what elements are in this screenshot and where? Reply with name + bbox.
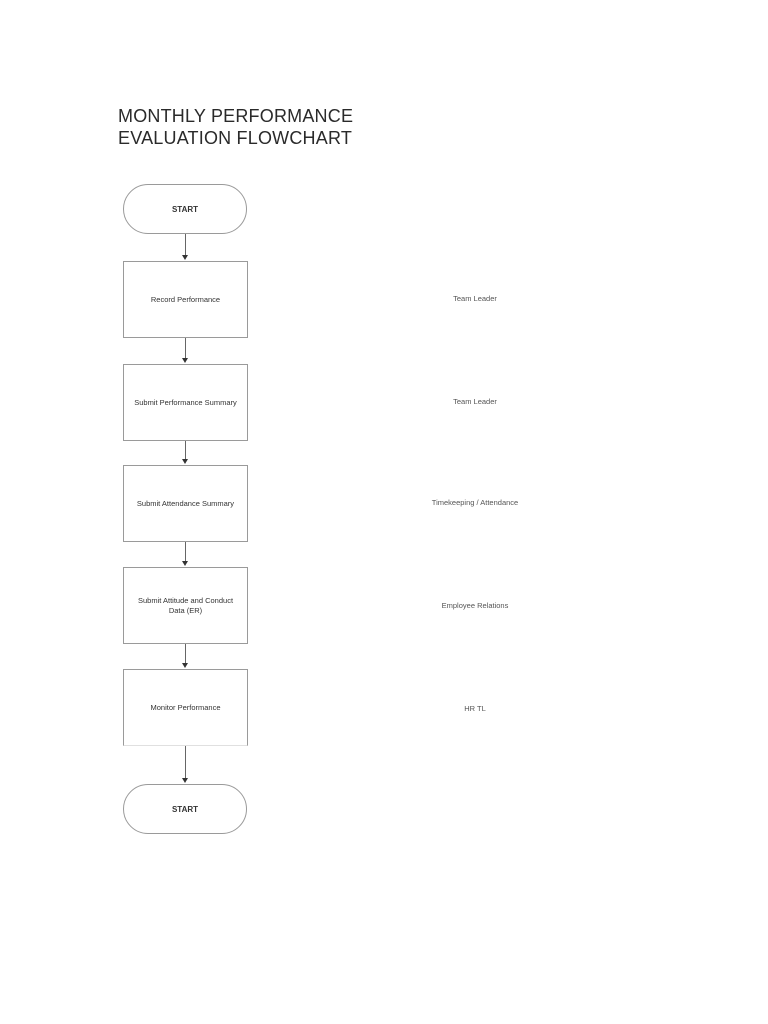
- arrowhead: [182, 663, 188, 668]
- connector-line: [185, 441, 186, 459]
- connector-line: [185, 746, 186, 778]
- connector-line: [185, 338, 186, 358]
- process-step-monitor-performance: Monitor Performance: [123, 669, 248, 746]
- connector-line: [185, 234, 186, 255]
- process-step-submit-attitude-conduct-data: Submit Attitude and Conduct Data (ER): [123, 567, 248, 644]
- step-role-team-leader: Team Leader: [453, 397, 497, 406]
- step-role-team-leader: Team Leader: [453, 294, 497, 303]
- page-title-line-1: MONTHLY PERFORMANCE: [118, 106, 354, 126]
- process-step-record-performance: Record Performance: [123, 261, 248, 338]
- arrowhead: [182, 778, 188, 783]
- arrowhead: [182, 255, 188, 260]
- end-terminator: START: [123, 784, 247, 834]
- arrowhead: [182, 358, 188, 363]
- process-step-submit-performance-summary: Submit Performance Summary: [123, 364, 248, 441]
- arrowhead: [182, 459, 188, 464]
- step-role-employee-relations: Employee Relations: [441, 601, 509, 610]
- start-terminator: START: [123, 184, 247, 234]
- step-role-hr-tl: HR TL: [464, 704, 486, 713]
- process-step-submit-attendance-summary: Submit Attendance Summary: [123, 465, 248, 542]
- step-role-timekeeping-attendance: Timekeeping / Attendance: [431, 498, 519, 507]
- connector-line: [185, 644, 186, 663]
- connector-line: [185, 542, 186, 561]
- arrowhead: [182, 561, 188, 566]
- page-title-line-2: EVALUATION FLOWCHART: [118, 128, 353, 148]
